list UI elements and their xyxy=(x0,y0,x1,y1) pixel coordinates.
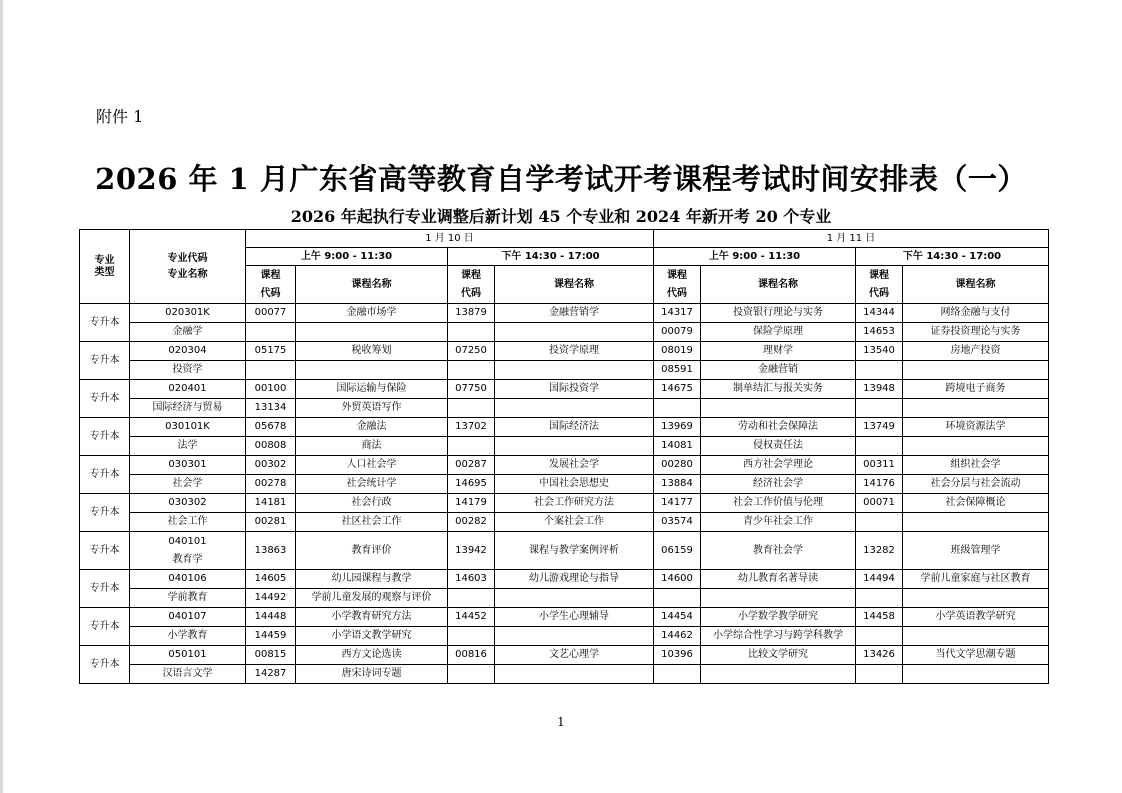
course-name-cell: 房地产投资 xyxy=(903,342,1049,361)
course-name-cell: 劳动和社会保障法 xyxy=(701,418,856,437)
course-name-cell xyxy=(903,665,1049,684)
course-name-cell: 商法 xyxy=(296,437,448,456)
header-major-code: 专业代码 xyxy=(167,252,208,264)
major-name: 投资学 xyxy=(130,361,246,380)
course-code-cell: 06159 xyxy=(654,532,701,570)
table-row xyxy=(80,380,1049,399)
course-code-cell: 14600 xyxy=(654,570,701,589)
course-name-cell: 社会统计学 xyxy=(296,475,448,494)
course-name-cell: 社会工作研究方法 xyxy=(495,494,654,513)
course-name-cell: 国际投资学 xyxy=(495,380,654,399)
course-name-cell xyxy=(903,589,1049,608)
major-name: 学前教育 xyxy=(130,589,246,608)
schedule-body xyxy=(80,304,1049,684)
header-day1: 1 月 10 日 xyxy=(246,230,654,248)
course-code-cell: 14492 xyxy=(246,589,296,608)
course-code-cell: 00077 xyxy=(246,304,296,323)
header-day1-afternoon: 下午 14:30 - 17:00 xyxy=(448,248,654,266)
course-name-cell: 金融营销 xyxy=(701,361,856,380)
course-code-cell: 13879 xyxy=(448,304,495,323)
course-code-cell: 13948 xyxy=(856,380,903,399)
course-code-cell: 14081 xyxy=(654,437,701,456)
major-type-cell: 专升本 xyxy=(80,494,130,532)
table-row xyxy=(80,437,1049,456)
table-row xyxy=(80,646,1049,665)
course-code-cell: 08591 xyxy=(654,361,701,380)
course-code-cell: 00816 xyxy=(448,646,495,665)
course-name-cell: 社会行政 xyxy=(296,494,448,513)
course-code-cell: 05175 xyxy=(246,342,296,361)
course-name-cell: 网络金融与支付 xyxy=(903,304,1049,323)
course-code-cell: 14452 xyxy=(448,608,495,627)
course-code-cell xyxy=(448,589,495,608)
course-name-cell: 幼儿园课程与教学 xyxy=(296,570,448,589)
header-major-name: 专业名称 xyxy=(167,268,208,280)
header-major-type: 专业类型 xyxy=(80,230,130,304)
major-name: 教育学 xyxy=(172,553,203,565)
document-subtitle: 2026 年起执行专业调整后新计划 45 个专业和 2024 年新开考 20 个专业 xyxy=(290,207,832,226)
course-code-cell: 00280 xyxy=(654,456,701,475)
course-name-cell: 税收筹划 xyxy=(296,342,448,361)
course-code-cell: 00278 xyxy=(246,475,296,494)
major-code: 050101 xyxy=(130,646,246,665)
course-name-cell: 教育评价 xyxy=(296,532,448,570)
course-name-cell xyxy=(903,361,1049,380)
course-code-cell: 14459 xyxy=(246,627,296,646)
course-code-cell: 13942 xyxy=(448,532,495,570)
course-name-cell: 幼儿教育名著导读 xyxy=(701,570,856,589)
course-code-cell: 14181 xyxy=(246,494,296,513)
course-name-cell: 小学英语教学研究 xyxy=(903,608,1049,627)
table-row xyxy=(80,532,1049,570)
course-code-cell: 00808 xyxy=(246,437,296,456)
course-code-cell: 00282 xyxy=(448,513,495,532)
course-code-cell: 00287 xyxy=(448,456,495,475)
table-row xyxy=(80,570,1049,589)
course-code-cell xyxy=(448,399,495,418)
course-code-cell: 14177 xyxy=(654,494,701,513)
course-code-cell: 14287 xyxy=(246,665,296,684)
course-code-cell xyxy=(448,437,495,456)
course-code-cell: 13134 xyxy=(246,399,296,418)
course-code-cell xyxy=(246,361,296,380)
major-code: 020304 xyxy=(130,342,246,361)
course-code-cell: 14458 xyxy=(856,608,903,627)
course-name-cell: 保险学原理 xyxy=(701,323,856,342)
course-code-cell: 07750 xyxy=(448,380,495,399)
course-code-cell xyxy=(856,627,903,646)
major-type-cell: 专升本 xyxy=(80,304,130,342)
course-name-cell xyxy=(495,665,654,684)
major-code: 040106 xyxy=(130,570,246,589)
course-code-cell: 14603 xyxy=(448,570,495,589)
course-name-cell: 班级管理学 xyxy=(903,532,1049,570)
course-code-cell: 14653 xyxy=(856,323,903,342)
course-code-cell: 13969 xyxy=(654,418,701,437)
course-code-cell: 14695 xyxy=(448,475,495,494)
major-code: 020301K xyxy=(130,304,246,323)
course-name-cell: 人口社会学 xyxy=(296,456,448,475)
header-course-code: 课程代码 xyxy=(856,266,903,304)
course-name-cell: 小学教育研究方法 xyxy=(296,608,448,627)
course-code-cell xyxy=(856,589,903,608)
course-name-cell: 课程与教学案例评析 xyxy=(495,532,654,570)
course-name-cell: 中国社会思想史 xyxy=(495,475,654,494)
major-type-cell: 专升本 xyxy=(80,380,130,418)
course-name-cell: 金融法 xyxy=(296,418,448,437)
course-name-cell: 投资学原理 xyxy=(495,342,654,361)
course-name-cell: 社区社会工作 xyxy=(296,513,448,532)
course-code-cell xyxy=(856,399,903,418)
course-code-cell xyxy=(448,361,495,380)
course-name-cell xyxy=(296,323,448,342)
major-type-cell: 专升本 xyxy=(80,418,130,456)
table-row xyxy=(80,589,1049,608)
course-name-cell: 当代文学思潮专题 xyxy=(903,646,1049,665)
table-row xyxy=(80,627,1049,646)
course-name-cell: 西方文论选读 xyxy=(296,646,448,665)
course-name-cell xyxy=(903,513,1049,532)
course-code-cell: 00071 xyxy=(856,494,903,513)
course-name-cell: 学前儿童家庭与社区教育 xyxy=(903,570,1049,589)
header-course-name: 课程名称 xyxy=(701,266,856,304)
course-name-cell: 小学语文教学研究 xyxy=(296,627,448,646)
course-code-cell: 14179 xyxy=(448,494,495,513)
major-code-name-cell xyxy=(130,532,246,570)
course-name-cell: 幼儿游戏理论与指导 xyxy=(495,570,654,589)
course-name-cell: 金融市场学 xyxy=(296,304,448,323)
major-name: 金融学 xyxy=(130,323,246,342)
course-name-cell xyxy=(495,437,654,456)
course-name-cell: 国际运输与保险 xyxy=(296,380,448,399)
table-row xyxy=(80,494,1049,513)
course-code-cell xyxy=(448,627,495,646)
table-row xyxy=(80,608,1049,627)
header-course-name: 课程名称 xyxy=(296,266,448,304)
table-row xyxy=(80,361,1049,380)
course-name-cell: 青少年社会工作 xyxy=(701,513,856,532)
header-course-name: 课程名称 xyxy=(903,266,1049,304)
major-code: 020401 xyxy=(130,380,246,399)
header-course-code: 课程代码 xyxy=(654,266,701,304)
course-name-cell xyxy=(701,589,856,608)
course-code-cell: 10396 xyxy=(654,646,701,665)
major-type-cell: 专升本 xyxy=(80,570,130,608)
course-code-cell xyxy=(856,665,903,684)
header-course-code: 课程代码 xyxy=(246,266,296,304)
course-code-cell: 03574 xyxy=(654,513,701,532)
attachment-label: 附件 1 xyxy=(96,107,144,126)
course-name-cell: 教育社会学 xyxy=(701,532,856,570)
course-code-cell: 00079 xyxy=(654,323,701,342)
header-day2-morning: 上午 9:00 - 11:30 xyxy=(654,248,856,266)
major-name: 汉语言文学 xyxy=(130,665,246,684)
course-name-cell: 社会保障概论 xyxy=(903,494,1049,513)
table-row xyxy=(80,304,1049,323)
exam-schedule-table xyxy=(79,229,1049,684)
course-name-cell xyxy=(701,665,856,684)
course-code-cell xyxy=(448,323,495,342)
table-row xyxy=(80,342,1049,361)
course-name-cell xyxy=(495,589,654,608)
course-code-cell: 14462 xyxy=(654,627,701,646)
table-row xyxy=(80,665,1049,684)
table-row xyxy=(80,475,1049,494)
document-title: 2026 年 1 月广东省高等教育自学考试开考课程考试时间安排表（一） xyxy=(95,162,1027,196)
course-code-cell: 00302 xyxy=(246,456,296,475)
course-name-cell: 组织社会学 xyxy=(903,456,1049,475)
course-code-cell: 13884 xyxy=(654,475,701,494)
course-code-cell: 00281 xyxy=(246,513,296,532)
course-name-cell xyxy=(903,399,1049,418)
course-code-cell: 13426 xyxy=(856,646,903,665)
course-code-cell xyxy=(856,513,903,532)
course-name-cell: 环境资源法学 xyxy=(903,418,1049,437)
course-code-cell xyxy=(654,589,701,608)
course-name-cell: 国际经济法 xyxy=(495,418,654,437)
table-row xyxy=(80,513,1049,532)
course-name-cell xyxy=(903,627,1049,646)
course-name-cell: 证券投资理论与实务 xyxy=(903,323,1049,342)
course-name-cell: 理财学 xyxy=(701,342,856,361)
course-code-cell: 14675 xyxy=(654,380,701,399)
major-code: 030101K xyxy=(130,418,246,437)
page-number: 1 xyxy=(557,715,565,729)
course-code-cell xyxy=(448,665,495,684)
course-code-cell xyxy=(856,437,903,456)
course-name-cell: 制单结汇与报关实务 xyxy=(701,380,856,399)
course-name-cell: 金融营销学 xyxy=(495,304,654,323)
course-name-cell xyxy=(495,399,654,418)
course-name-cell xyxy=(495,361,654,380)
course-code-cell: 14605 xyxy=(246,570,296,589)
course-code-cell xyxy=(654,399,701,418)
course-code-cell: 14344 xyxy=(856,304,903,323)
course-code-cell: 13540 xyxy=(856,342,903,361)
major-name: 社会工作 xyxy=(130,513,246,532)
course-code-cell: 14454 xyxy=(654,608,701,627)
course-name-cell: 外贸英语写作 xyxy=(296,399,448,418)
course-name-cell xyxy=(495,323,654,342)
header-course-code: 课程代码 xyxy=(448,266,495,304)
table-row xyxy=(80,323,1049,342)
major-name: 社会学 xyxy=(130,475,246,494)
course-name-cell: 小学数学教学研究 xyxy=(701,608,856,627)
course-code-cell xyxy=(654,665,701,684)
course-code-cell: 00815 xyxy=(246,646,296,665)
header-course-name: 课程名称 xyxy=(495,266,654,304)
course-code-cell: 14176 xyxy=(856,475,903,494)
major-type-cell: 专升本 xyxy=(80,456,130,494)
course-name-cell xyxy=(701,399,856,418)
course-code-cell: 07250 xyxy=(448,342,495,361)
course-name-cell: 小学综合性学习与跨学科教学 xyxy=(701,627,856,646)
course-code-cell: 14494 xyxy=(856,570,903,589)
course-name-cell xyxy=(296,361,448,380)
major-type-cell: 专升本 xyxy=(80,342,130,380)
course-name-cell: 投资银行理论与实务 xyxy=(701,304,856,323)
course-code-cell: 00100 xyxy=(246,380,296,399)
course-name-cell: 社会分层与社会流动 xyxy=(903,475,1049,494)
major-code: 030302 xyxy=(130,494,246,513)
course-name-cell xyxy=(495,627,654,646)
header-day1-morning: 上午 9:00 - 11:30 xyxy=(246,248,448,266)
course-code-cell: 05678 xyxy=(246,418,296,437)
course-name-cell: 社会工作价值与伦理 xyxy=(701,494,856,513)
course-name-cell: 西方社会学理论 xyxy=(701,456,856,475)
course-name-cell: 侵权责任法 xyxy=(701,437,856,456)
course-code-cell: 13702 xyxy=(448,418,495,437)
course-name-cell xyxy=(903,437,1049,456)
header-day2-afternoon: 下午 14:30 - 17:00 xyxy=(856,248,1049,266)
header-major-code-name xyxy=(130,230,246,304)
major-code: 030301 xyxy=(130,456,246,475)
course-name-cell: 跨境电子商务 xyxy=(903,380,1049,399)
major-name: 小学教育 xyxy=(130,627,246,646)
course-code-cell: 13282 xyxy=(856,532,903,570)
course-code-cell: 08019 xyxy=(654,342,701,361)
course-code-cell xyxy=(856,361,903,380)
table-row xyxy=(80,399,1049,418)
page-left-edge xyxy=(0,0,3,793)
course-name-cell: 小学生心理辅导 xyxy=(495,608,654,627)
course-code-cell: 00311 xyxy=(856,456,903,475)
course-name-cell: 经济社会学 xyxy=(701,475,856,494)
major-code: 040107 xyxy=(130,608,246,627)
course-code-cell: 14317 xyxy=(654,304,701,323)
major-name: 国际经济与贸易 xyxy=(130,399,246,418)
course-code-cell: 13749 xyxy=(856,418,903,437)
course-code-cell: 14448 xyxy=(246,608,296,627)
course-name-cell: 比较文学研究 xyxy=(701,646,856,665)
course-name-cell: 文艺心理学 xyxy=(495,646,654,665)
major-name: 法学 xyxy=(130,437,246,456)
table-row xyxy=(80,456,1049,475)
course-name-cell: 个案社会工作 xyxy=(495,513,654,532)
header-day2: 1 月 11 日 xyxy=(654,230,1049,248)
major-type-cell: 专升本 xyxy=(80,532,130,570)
course-name-cell: 唐宋诗词专题 xyxy=(296,665,448,684)
course-code-cell: 13863 xyxy=(246,532,296,570)
table-row xyxy=(80,418,1049,437)
major-code: 040101 xyxy=(168,535,207,547)
course-code-cell xyxy=(246,323,296,342)
course-name-cell: 学前儿童发展的观察与评价 xyxy=(296,589,448,608)
course-name-cell: 发展社会学 xyxy=(495,456,654,475)
major-type-cell: 专升本 xyxy=(80,646,130,684)
major-type-cell: 专升本 xyxy=(80,608,130,646)
